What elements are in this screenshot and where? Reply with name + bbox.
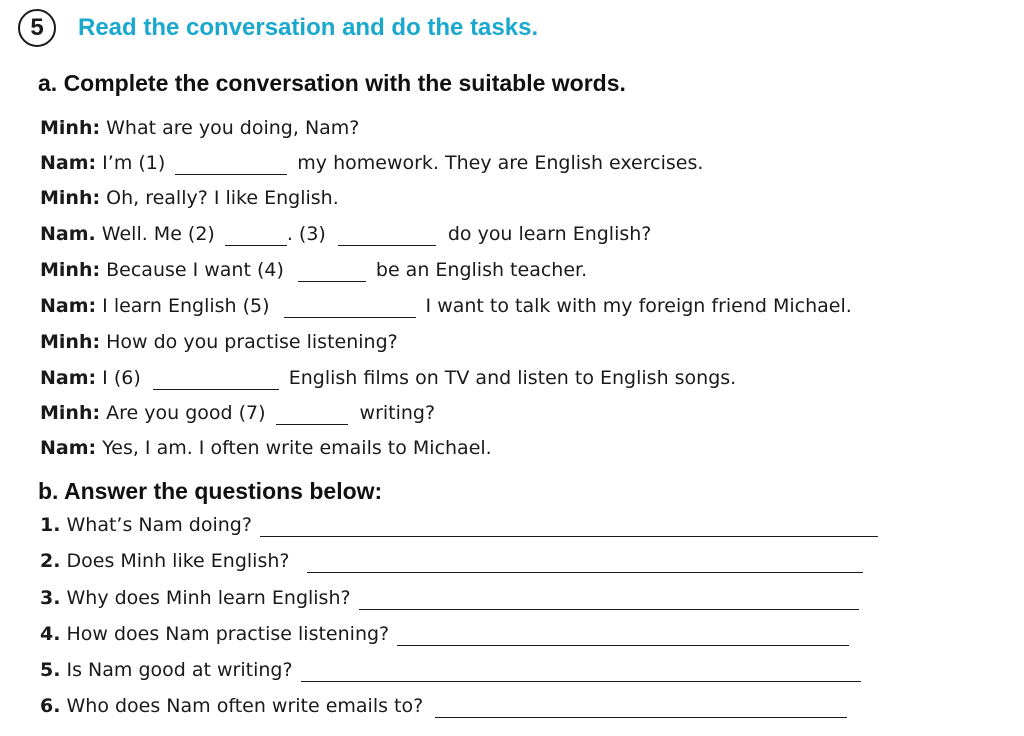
question-text: Who does Nam often write emails to? [66, 695, 424, 717]
question-text: Is Nam good at writing? [66, 659, 293, 681]
answer-line-3[interactable] [359, 591, 859, 610]
answer-line-6[interactable] [435, 699, 847, 718]
answer-line-5[interactable] [301, 663, 861, 682]
question-number: 4. [40, 623, 61, 645]
speaker-label: Minh: [40, 117, 101, 139]
question-1 [40, 513, 878, 537]
dialogue-line-4 [40, 222, 651, 246]
dialogue-text: my homework. They are English exercises. [297, 152, 704, 174]
answer-line-2[interactable] [307, 554, 863, 573]
dialogue-text: I (6) [102, 367, 141, 389]
dialogue-text: . (3) [286, 223, 326, 245]
dialogue-line-7 [40, 330, 398, 354]
dialogue-line-10 [40, 436, 492, 460]
dialogue-line-5 [40, 258, 587, 282]
exercise-number-badge: 5 [18, 9, 56, 47]
dialogue-line-1 [40, 116, 359, 140]
question-text: How does Nam practise listening? [66, 623, 390, 645]
answer-line-4[interactable] [397, 627, 849, 646]
blank-7[interactable] [276, 406, 348, 425]
dialogue-text: English films on TV and listen to English songs. [288, 367, 737, 389]
speaker-label: Nam: [40, 295, 97, 317]
dialogue-text: do you learn English? [447, 223, 652, 245]
part-b-title: b. Answer the questions below: [38, 478, 383, 504]
blank-3[interactable] [338, 227, 436, 246]
dialogue-line-8 [40, 366, 736, 390]
dialogue-text: How do you practise listening? [106, 331, 398, 353]
blank-5[interactable] [284, 299, 416, 318]
speaker-label: Minh: [40, 259, 101, 281]
question-text: What’s Nam doing? [66, 514, 252, 536]
question-3 [40, 586, 859, 610]
question-text: Why does Minh learn English? [66, 587, 351, 609]
dialogue-text: I want to talk with my foreign friend Michael. [425, 295, 852, 317]
question-number: 3. [40, 587, 61, 609]
dialogue-line-2 [40, 151, 703, 175]
blank-6[interactable] [153, 371, 279, 390]
dialogue-text: Yes, I am. I often write emails to Michael. [102, 437, 492, 459]
dialogue-line-3 [40, 186, 339, 210]
dialogue-text: Are you good (7) [106, 402, 266, 424]
speaker-label: Nam: [40, 367, 97, 389]
speaker-label: Minh: [40, 187, 101, 209]
question-text: Does Minh like English? [66, 550, 290, 572]
speaker-label: Minh: [40, 402, 101, 424]
dialogue-text: writing? [359, 402, 436, 424]
exercise-title: Read the conversation and do the tasks. [78, 14, 539, 41]
question-2 [40, 549, 863, 573]
dialogue-line-9 [40, 401, 435, 425]
dialogue-line-6 [40, 294, 852, 318]
dialogue-text: What are you doing, Nam? [106, 117, 360, 139]
speaker-label: Nam: [40, 437, 97, 459]
dialogue-text: I’m (1) [102, 152, 166, 174]
question-6 [40, 694, 847, 718]
question-number: 6. [40, 695, 61, 717]
blank-2[interactable] [225, 227, 287, 246]
exercise-header [18, 6, 538, 50]
speaker-label: Nam. [40, 223, 96, 245]
dialogue-text: Well. Me (2) [101, 223, 215, 245]
dialogue-text: be an English teacher. [375, 259, 588, 281]
speaker-label: Nam: [40, 152, 97, 174]
question-number: 2. [40, 550, 61, 572]
speaker-label: Minh: [40, 331, 101, 353]
question-number: 5. [40, 659, 61, 681]
question-5 [40, 658, 861, 682]
dialogue-text: I learn English (5) [102, 295, 270, 317]
blank-4[interactable] [298, 263, 366, 282]
part-a-title: a. Complete the conversation with the suitable words. [38, 70, 626, 96]
answer-line-1[interactable] [260, 518, 878, 537]
question-number: 1. [40, 514, 61, 536]
blank-1[interactable] [175, 156, 287, 175]
dialogue-text: Because I want (4) [106, 259, 284, 281]
dialogue-text: Oh, really? I like English. [106, 187, 339, 209]
question-4 [40, 622, 849, 646]
